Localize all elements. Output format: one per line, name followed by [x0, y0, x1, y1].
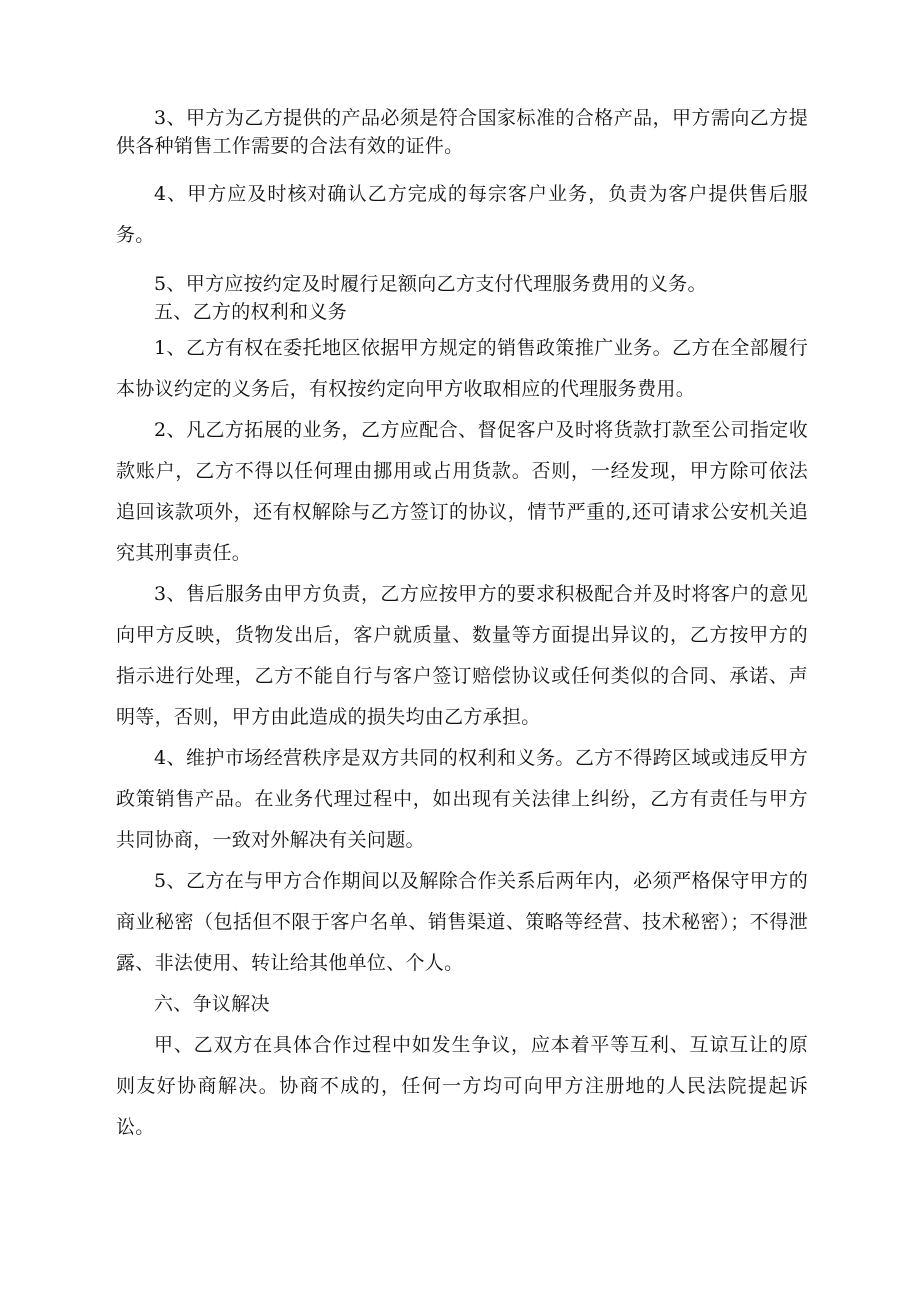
clause-party-b-3: 3、售后服务由甲方负责，乙方应按甲方的要求积极配合并及时将客户的意见向甲方反映，货物发出后，客户就质量、数量等方面提出异议的，乙方按甲方的指示进行处理，乙方不能自行与客户签订赔偿协议或任何类似的合同、承诺、声明等，否则，甲方由此造成的损失均由乙方承担。: [116, 583, 808, 728]
clause-party-b-4: 4、维护市场经营秩序是双方共同的权利和义务。乙方不得跨区域或违反甲方政策销售产品。在业务代理过程中，如出现有关法律上纠纷，乙方有责任与甲方共同协商，一致对外解决有关问题。: [116, 747, 808, 851]
clause-party-b-1: 1、乙方有权在委托地区依据甲方规定的销售政策推广业务。乙方在全部履行本协议约定的义务后，有权按约定向甲方收取相应的代理服务费用。: [116, 337, 808, 400]
clause-party-b-2: 2、凡乙方拓展的业务，乙方应配合、督促客户及时将货款打款至公司指定收款账户，乙方不得以任何理由挪用或占用货款。否则，一经发现，甲方除可依法追回该款项外，还有权解除与乙方签订的协议，情节严重的,还可请求公安机关追究其刑事责任。: [116, 419, 808, 564]
clause-party-b-5: 5、乙方在与甲方合作期间以及解除合作关系后两年内，必须严格保守甲方的商业秘密（包括但不限于客户名单、销售渠道、策略等经营、技术秘密）；不得泄露、非法使用、转让给其他单位、个人。: [116, 870, 808, 974]
document-page: [116, 104, 808, 1148]
clause-party-a-4: 4、甲方应及时核对确认乙方完成的每宗客户业务，负责为客户提供售后服务。: [116, 183, 808, 246]
clause-dispute: 甲、乙双方在具体合作过程中如发生争议，应本着平等互利、互谅互让的原则友好协商解决。协商不成的，任何一方均可向甲方注册地的人民法院提起诉讼。: [116, 1034, 808, 1138]
section-heading-6: 六、争议解决: [154, 993, 270, 1015]
section-heading-5: 五、乙方的权利和义务: [154, 301, 348, 323]
clause-party-a-3: 3、甲方为乙方提供的产品必须是符合国家标准的合格产品，甲方需向乙方提供各种销售工作需要的合法有效的证件。: [116, 107, 808, 157]
clause-party-a-5: 5、甲方应按约定及时履行足额向乙方支付代理服务费用的义务。: [154, 273, 707, 295]
